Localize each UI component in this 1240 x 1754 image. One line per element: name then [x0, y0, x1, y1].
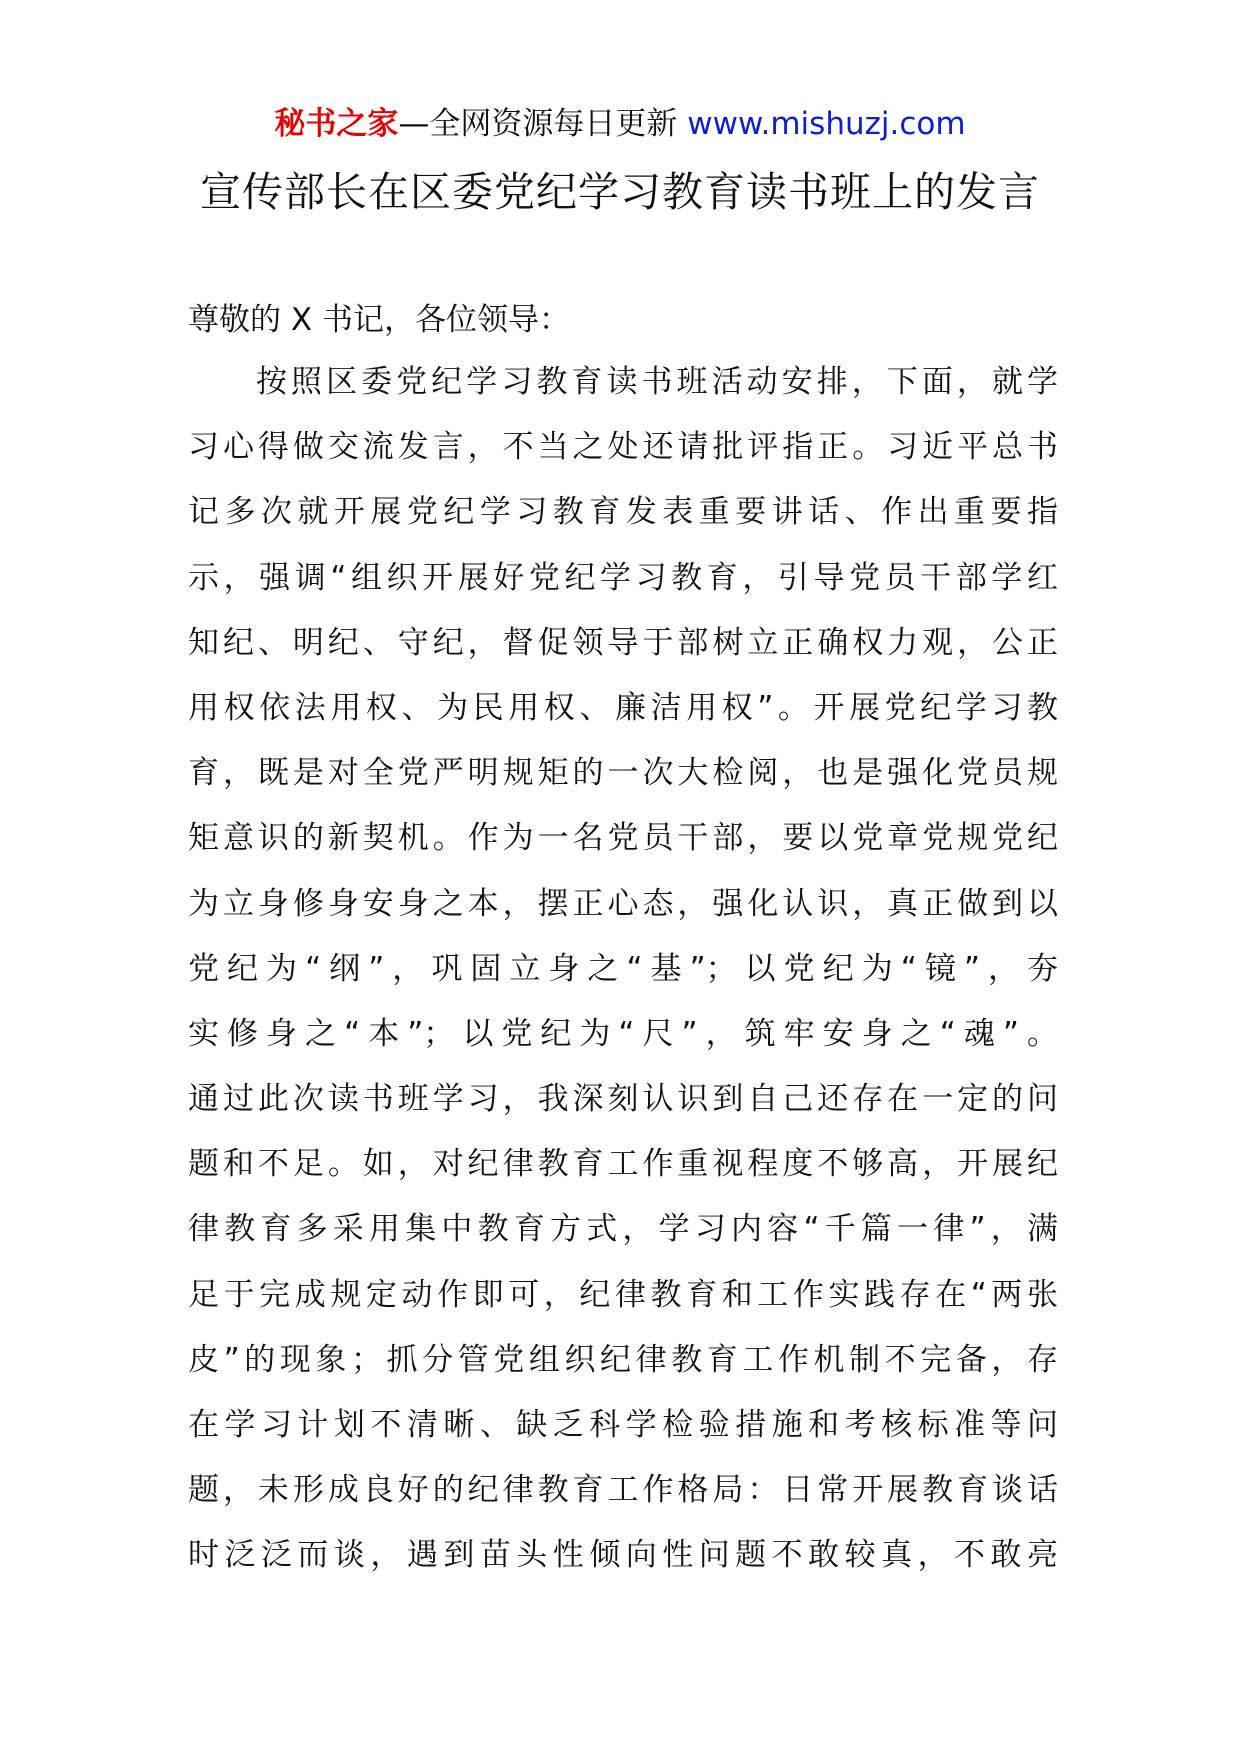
salutation: 尊敬的 X 书记，各位领导：	[188, 302, 570, 338]
paragraph-line: 题和不足。如，对纪律教育工作重视程度不够高，开展纪	[188, 1146, 1058, 1183]
site-header	[0, 102, 1240, 146]
document-title: 宣传部长在区委党纪学习教育读书班上的发言	[200, 168, 1040, 216]
paragraph-line: 育，既是对全党严明规矩的一次大检阅，也是强化党员规	[188, 755, 1058, 792]
paragraph-line: 实修身之“本”；以党纪为“尺”，筑牢安身之“魂”。	[188, 1015, 1058, 1052]
site-url-link[interactable]: www.mishuzj.com	[687, 106, 966, 142]
paragraph-line: 知纪、明纪、守纪，督促领导于部树立正确权力观，公正	[188, 624, 1058, 661]
paragraph-line: 皮”的现象；抓分管党组织纪律教育工作机制不完备，存	[188, 1341, 1058, 1378]
paragraph-line: 在学习计划不清晰、缺乏科学检验措施和考核标准等问	[188, 1407, 1058, 1443]
paragraph-line: 矩意识的新契机。作为一名党员干部，要以党章党规党纪	[188, 820, 1058, 857]
paragraph-line: 党纪为“纲”，巩固立身之“基”；以党纪为“镜”，夯	[188, 950, 1058, 987]
document-body	[188, 290, 1058, 1589]
paragraph-line: 为立身修身安身之本，摆正心态，强化认识，真正做到以	[188, 885, 1058, 922]
paragraph-line: 时泛泛而谈，遇到苗头性倾向性问题不敢较真，不敢亮	[188, 1537, 1058, 1574]
paragraph-line: 题，未形成良好的纪律教育工作格局：日常开展教育谈话	[188, 1472, 1058, 1509]
paragraph-line: 律教育多采用集中教育方式，学习内容“千篇一律”，满	[188, 1211, 1058, 1248]
header-tagline: —全网资源每日更新	[398, 106, 688, 142]
paragraph-line: 通过此次读书班学习，我深刻认识到自己还存在一定的问	[188, 1081, 1058, 1118]
paragraph-line: 记多次就开展党纪学习教育发表重要讲话、作出重要指	[188, 494, 1058, 531]
paragraph-line: 足于完成规定动作即可，纪律教育和工作实践存在“两张	[188, 1276, 1058, 1313]
brand-name: 秘书之家	[274, 106, 399, 142]
paragraph-line: 用权依法用权、为民用权、廉洁用权”。开展党纪学习教	[188, 689, 1058, 726]
paragraph-line: 示，强调“组织开展好党纪学习教育，引导党员干部学红	[188, 559, 1058, 596]
paragraph-line: 按照区委党纪学习教育读书班活动安排，下面，就学	[256, 364, 1058, 400]
paragraph-line: 习心得做交流发言，不当之处还请批评指正。习近平总书	[188, 429, 1058, 466]
